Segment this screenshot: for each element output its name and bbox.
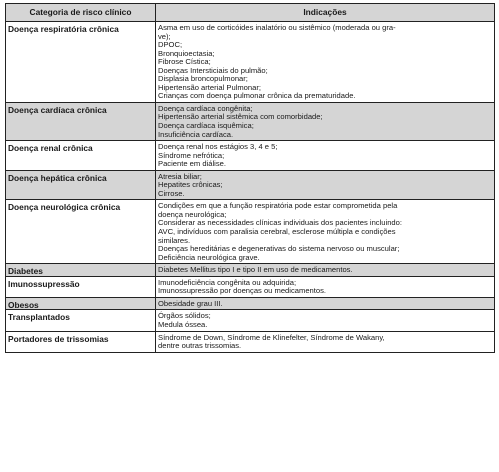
indication-line: DPOC; <box>158 40 183 50</box>
indication-line: Fibrose Cística; <box>158 57 211 67</box>
indication-line: Bronquioectasia; <box>158 48 215 58</box>
risk-category-table <box>5 3 495 353</box>
indication-line: Doença cardíaca isquêmica; <box>158 121 254 131</box>
indications-cell <box>156 141 495 171</box>
indication-line: Obesidade grau III. <box>158 298 223 308</box>
indications-cell <box>156 310 495 331</box>
indications-cell <box>156 297 495 310</box>
table-row <box>6 200 495 264</box>
indication-line: Síndrome de Down, Síndrome de Klinefelter, Síndrome de Wakany, <box>158 332 385 342</box>
indication-line: Deficiência neurológica grave. <box>158 252 260 262</box>
indication-line: dentre outras trissomias. <box>158 341 242 351</box>
indication-line: Atresia biliar; <box>158 171 202 181</box>
table-row <box>6 264 495 277</box>
indication-line: Síndrome nefrótica; <box>158 150 225 160</box>
indication-line: Doenças hereditárias e degenerativas do sistema nervoso ou muscular; <box>158 244 400 254</box>
table-row <box>6 22 495 103</box>
indication-line: Imunossupressão por doenças ou medicamentos. <box>158 286 327 296</box>
indication-line: Imunodeficiência congênita ou adquirida; <box>158 277 297 287</box>
indication-line: Condições em que a função respiratória pode estar comprometida pela <box>158 201 398 211</box>
indications-cell <box>156 170 495 200</box>
category-cell: Doença neurológica crônica <box>6 200 156 264</box>
header-indications: Indicações <box>156 4 495 22</box>
indication-line: Displasia broncopulmonar; <box>158 74 248 84</box>
indications-cell <box>156 22 495 103</box>
indication-line: Hipertensão arterial Pulmonar; <box>158 82 261 92</box>
indications-cell <box>156 264 495 277</box>
risk-category-table-container <box>5 3 494 466</box>
table-row <box>6 331 495 352</box>
table-row <box>6 102 495 140</box>
category-cell: Portadores de trissomias <box>6 331 156 352</box>
indication-line: similares. <box>158 235 191 245</box>
category-cell: Doença cardíaca crônica <box>6 102 156 140</box>
category-cell: Doença renal crônica <box>6 141 156 171</box>
category-cell: Doença respiratória crônica <box>6 22 156 103</box>
indications-cell <box>156 200 495 264</box>
indication-line: Hepatites crônicas; <box>158 180 223 190</box>
table-row <box>6 297 495 310</box>
indication-line: Asma em uso de corticóides inalatório ou sistêmico (moderada ou gra- <box>158 23 396 32</box>
indications-cell <box>156 331 495 352</box>
category-cell: Transplantados <box>6 310 156 331</box>
indication-line: ve); <box>158 31 171 41</box>
table-row <box>6 170 495 200</box>
indication-line: Crianças com doença pulmonar crônica da prematuridade. <box>158 91 356 101</box>
table-header-row <box>6 4 495 22</box>
category-cell: Diabetes <box>6 264 156 277</box>
table-row <box>6 310 495 331</box>
category-cell: Doença hepática crônica <box>6 170 156 200</box>
indication-line: Insuficiência cardíaca. <box>158 129 234 139</box>
header-category: Categoria de risco clínico <box>6 4 156 22</box>
indication-line: Hipertensão arterial sistêmica com comorbidade; <box>158 112 323 122</box>
indication-line: AVC, indivíduos com paralisia cerebral, esclerose múltipla e condições <box>158 227 396 237</box>
table-body <box>6 22 495 353</box>
indication-line: Cirrose. <box>158 188 185 198</box>
indication-line: doença neurológica; <box>158 209 227 219</box>
indication-line: Medula óssea. <box>158 319 208 329</box>
indication-line: Diabetes Mellitus tipo I e tipo II em uso de medicamentos. <box>158 265 353 275</box>
indication-line: Doenças Intersticiais do pulmão; <box>158 65 268 75</box>
category-cell: Imunossupressão <box>6 276 156 297</box>
category-cell: Obesos <box>6 297 156 310</box>
indication-line: Doença cardíaca congênita; <box>158 103 253 113</box>
table-row <box>6 141 495 171</box>
indication-line: Considerar as necessidades clínicas individuais dos pacientes incluindo: <box>158 218 402 228</box>
indications-cell <box>156 276 495 297</box>
indications-cell <box>156 102 495 140</box>
indication-line: Órgãos sólidos; <box>158 311 211 321</box>
indication-line: Paciente em diálise. <box>158 159 226 169</box>
table-row <box>6 276 495 297</box>
indication-line: Doença renal nos estágios 3, 4 e 5; <box>158 142 278 152</box>
